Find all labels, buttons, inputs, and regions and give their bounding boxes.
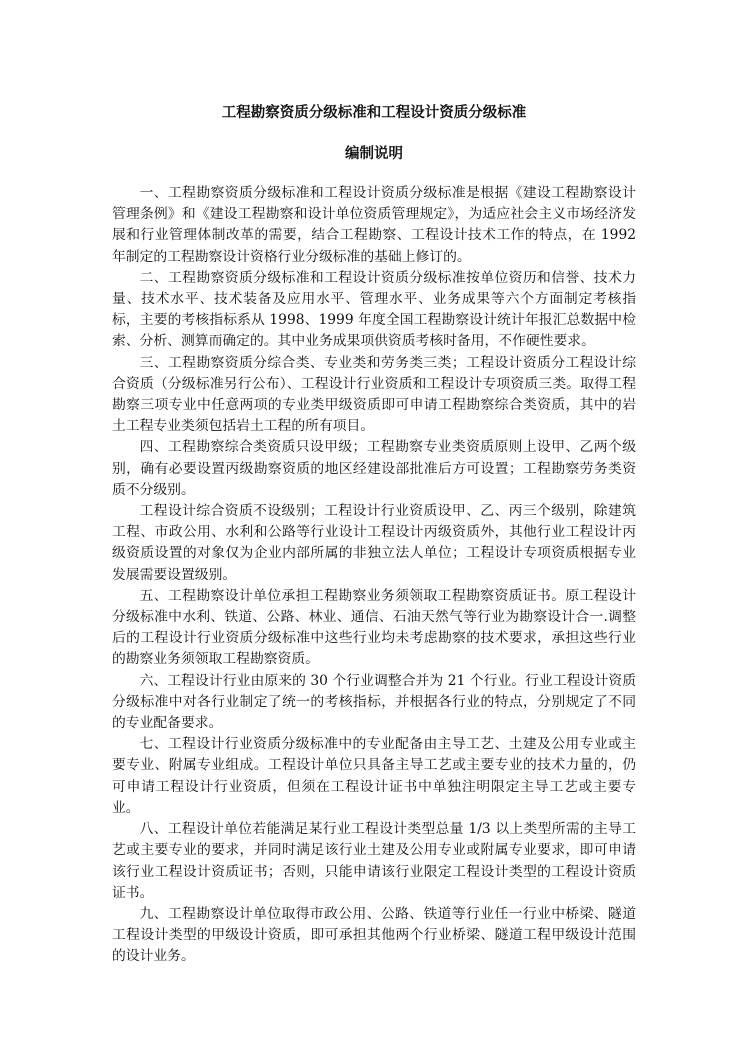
paragraph-6: 五、工程勘察设计单位承担工程勘察业务须领取工程勘察资质证书。原工程设计分级标准中水利、铁道、公路、林业、通信、石油天然气等行业为勘察设计合一.调整后的工程设计行业资质分级标准中这些行业均未考虑勘察的技术要求，承担这些行业的勘察业务须领取工程勘察资质。 (112, 587, 636, 668)
paragraph-8: 七、工程设计行业资质分级标准中的专业配备由主导工艺、土建及公用专业或主要专业、附属专业组成。工程设计单位只具备主导工艺或主要专业的技术力量的，仍可申请工程设计行业资质，但须在工程设计证书中单独注明限定主导工艺或主要专业。 (112, 736, 636, 816)
paragraph-10: 九、工程勘察设计单位取得市政公用、公路、铁道等行业任一行业中桥梁、隧道工程设计类型的甲级设计资质，即可承担其他两个行业桥梁、隧道工程甲级设计范围的设计业务。 (112, 905, 636, 965)
paragraph-1: 一、工程勘察资质分级标准和工程设计资质分级标准是根据《建设工程勘察设计管理条例》和《建设工程勘察和设计单位资质管理规定》，为适应社会主义市场经济发展和行业管理体制改革的需要，结合工程勘察、工程设计技术工作的特点，在 1992 年制定的工程勘察设计资格行业分级标准的基础上修订的。 (112, 185, 636, 265)
paragraph-3: 三、工程勘察资质分综合类、专业类和劳务类三类；工程设计资质分工程设计综合资质（分级标准另行公布）、工程设计行业资质和工程设计专项资质三类。取得工程勘察三项专业中任意两项的专业类甲级资质即可申请工程勘察综合类资质，其中的岩土工程专业类须包括岩土工程的所有项目。 (112, 354, 636, 435)
document-title: 工程勘察资质分级标准和工程设计资质分级标准 (221, 104, 527, 121)
paragraph-7: 六、工程设计行业由原来的 30 个行业调整合并为 21 个行业。行业工程设计资质分级标准中对各行业制定了统一的考核指标，并根据各行业的特点，分别规定了不同的专业配备要求。 (112, 672, 636, 732)
paragraph-4: 四、工程勘察综合类资质只设甲级；工程勘察专业类资质原则上设甲、乙两个级别，确有必要设置丙级勘察资质的地区经建设部批准后方可设置；工程勘察劳务类资质不分级别。 (112, 439, 636, 498)
document-subtitle: 编制说明 (345, 145, 403, 162)
paragraph-5: 工程设计综合资质不设级别；工程设计行业资质设甲、乙、丙三个级别，除建筑工程、市政公用、水利和公路等行业设计工程设计丙级资质外，其他行业工程设计丙级资质设置的对象仅为企业内部所属的非独立法人单位；工程设计专项资质根据专业发展需要设置级别。 (112, 503, 636, 583)
paragraph-2: 二、工程勘察资质分级标准和工程设计资质分级标准按单位资历和信誉、技术力量、技术水平、技术装备及应用水平、管理水平、业务成果等六个方面制定考核指标，主要的考核指标系从 1998、1999 年度全国工程勘察设计统计年报汇总数据中检索、分析、测算而确定的。其中业务成果项供资质考核时备用，不作硬性要求。 (112, 269, 636, 350)
paragraph-9: 八、工程设计单位若能满足某行业工程设计类型总量 1/3 以上类型所需的主导工艺或主要专业的要求，并同时满足该行业土建及公用专业或附属专业要求，即可申请该行业工程设计资质证书；否则，只能申请该行业限定工程设计类型的工程设计资质证书。 (112, 821, 636, 901)
document-body (112, 183, 636, 968)
